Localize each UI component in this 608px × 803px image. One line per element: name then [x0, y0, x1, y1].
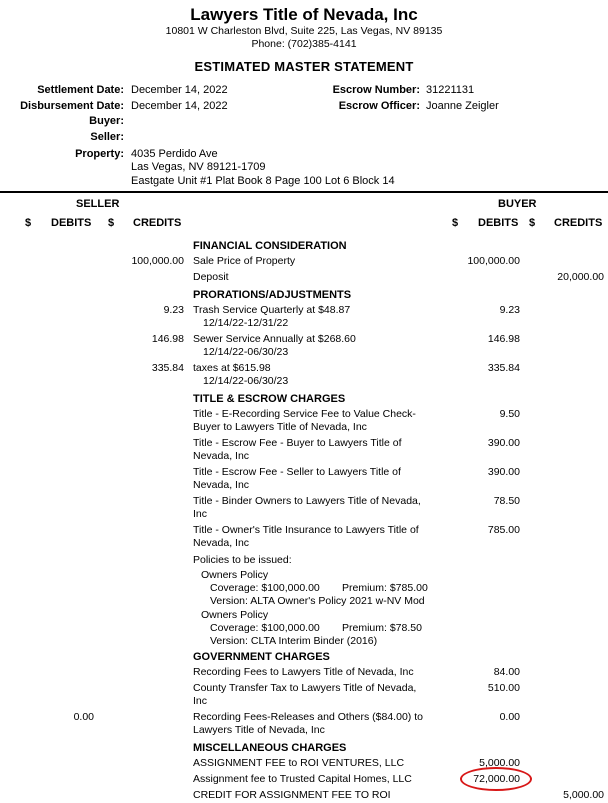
- transfer-tax-description: County Transfer Tax to Lawyers Title of Nevada, Inc: [193, 682, 417, 707]
- disbursement-date-label: Disbursement Date:: [20, 100, 124, 112]
- release-fees-description: Recording Fees-Releases and Others ($84.00) to Lawyers Title of Nevada, Inc: [193, 711, 423, 736]
- sale-price-description: Sale Price of Property: [193, 255, 296, 267]
- trash-service-buyer-debit: 9.23: [499, 304, 520, 316]
- assignment-fee-roi-description: ASSIGNMENT FEE to ROI VENTURES, LLC: [193, 757, 405, 769]
- sale-price-seller-credit: 100,000.00: [131, 255, 184, 267]
- highlight-oval: [460, 767, 532, 791]
- deposit-buyer-credit: 20,000.00: [557, 271, 604, 283]
- company-address: 10801 W Charleston Blvd, Suite 225, Las Vegas, NV 89135: [165, 25, 443, 37]
- buyer-label: Buyer:: [89, 115, 124, 127]
- company-phone: Phone: (702)385-4141: [251, 38, 357, 50]
- deposit-description: Deposit: [193, 271, 229, 283]
- property-label: Property:: [75, 148, 124, 160]
- sewer-service-period: 12/14/22-06/30/23: [203, 346, 289, 358]
- policy-2-name: Owners Policy: [201, 609, 269, 621]
- miscellaneous-section-header: MISCELLANEOUS CHARGES: [193, 742, 347, 754]
- buyer-debits-header: DEBITS: [478, 217, 519, 229]
- transfer-tax-buyer-debit: 510.00: [487, 682, 520, 694]
- company-name: Lawyers Title of Nevada, Inc: [190, 5, 418, 24]
- trash-service-period: 12/14/22-12/31/22: [203, 317, 289, 329]
- assignment-fee-trusted-description: Assignment fee to Trusted Capital Homes, LLC: [193, 773, 412, 785]
- recording-fees-description: Recording Fees to Lawyers Title of Nevada, Inc: [193, 666, 414, 678]
- seller-credit-dollar: $: [108, 217, 115, 229]
- seller-credits-header: CREDITS: [133, 217, 182, 229]
- binder-owners-buyer-debit: 78.50: [493, 495, 520, 507]
- policy-2-coverage: Coverage: $100,000.00: [210, 622, 320, 634]
- taxes-description: taxes at $615.98: [193, 362, 271, 374]
- assignment-fee-trusted-buyer-debit: 72,000.00: [473, 773, 520, 785]
- escrow-number-label: Escrow Number:: [332, 84, 420, 96]
- policies-label: Policies to be issued:: [193, 554, 292, 566]
- erecording-fee-buyer-debit: 9.50: [499, 408, 520, 420]
- government-section-header: GOVERNMENT CHARGES: [193, 651, 330, 663]
- buyer-debit-dollar: $: [452, 217, 459, 229]
- sewer-service-buyer-debit: 146.98: [487, 333, 520, 345]
- trash-service-seller-credit: 9.23: [163, 304, 184, 316]
- owners-insurance-description: Title - Owner's Title Insurance to Lawyers Title of Nevada, Inc: [193, 524, 419, 549]
- assignment-credit-buyer-credit: 5,000.00: [563, 789, 604, 801]
- seller-debit-dollar: $: [25, 217, 32, 229]
- divider-rule: [0, 191, 608, 193]
- title-escrow-section-header: TITLE & ESCROW CHARGES: [193, 393, 346, 405]
- buyer-column-header: BUYER: [498, 198, 537, 210]
- policy-2-version: Version: CLTA Interim Binder (2016): [210, 635, 378, 647]
- seller-debits-header: DEBITS: [51, 217, 92, 229]
- escrow-fee-seller-description: Title - Escrow Fee - Seller to Lawyers Title of Nevada, Inc: [193, 466, 401, 491]
- statement-title: ESTIMATED MASTER STATEMENT: [194, 59, 414, 74]
- property-line-2: Las Vegas, NV 89121-1709: [131, 161, 266, 173]
- escrow-fee-buyer-description: Title - Escrow Fee - Buyer to Lawyers Title of Nevada, Inc: [193, 437, 402, 462]
- escrow-officer: Joanne Zeigler: [426, 100, 499, 112]
- assignment-fee-roi-buyer-debit: 5,000.00: [479, 757, 520, 769]
- taxes-period: 12/14/22-06/30/23: [203, 375, 289, 387]
- escrow-number: 31221131: [426, 84, 475, 96]
- release-fees-seller-debit: 0.00: [73, 711, 94, 723]
- erecording-fee-description: Title - E-Recording Service Fee to Value Check-Buyer to Lawyers Title of Nevada, Inc: [193, 408, 416, 433]
- policy-2-premium: Premium: $78.50: [342, 622, 422, 634]
- recording-fees-buyer-debit: 84.00: [493, 666, 520, 678]
- sale-price-buyer-debit: 100,000.00: [467, 255, 520, 267]
- disbursement-date: December 14, 2022: [131, 100, 228, 112]
- taxes-seller-credit: 335.84: [151, 362, 184, 374]
- policy-1-coverage: Coverage: $100,000.00: [210, 582, 320, 594]
- seller-label: Seller:: [90, 131, 124, 143]
- settlement-date: December 14, 2022: [131, 84, 228, 96]
- prorations-section-header: PRORATIONS/ADJUSTMENTS: [193, 289, 352, 301]
- owners-insurance-buyer-debit: 785.00: [487, 524, 520, 536]
- property-line-3: Eastgate Unit #1 Plat Book 8 Page 100 Lot 6 Block 14: [131, 175, 395, 187]
- policy-1-version: Version: ALTA Owner's Policy 2021 w-NV Mod: [210, 595, 425, 607]
- taxes-buyer-debit: 335.84: [487, 362, 520, 374]
- sewer-service-seller-credit: 146.98: [151, 333, 184, 345]
- escrow-fee-seller-debit: 390.00: [487, 466, 520, 478]
- policy-1-name: Owners Policy: [201, 569, 269, 581]
- escrow-officer-label: Escrow Officer:: [338, 100, 420, 112]
- binder-owners-description: Title - Binder Owners to Lawyers Title of Nevada, Inc: [193, 495, 421, 520]
- buyer-credits-header: CREDITS: [554, 217, 603, 229]
- financial-section-header: FINANCIAL CONSIDERATION: [193, 240, 347, 252]
- settlement-date-label: Settlement Date:: [37, 84, 124, 96]
- trash-service-description: Trash Service Quarterly at $48.87: [193, 304, 351, 316]
- assignment-credit-description: CREDIT FOR ASSIGNMENT FEE TO ROI: [193, 789, 391, 801]
- buyer-credit-dollar: $: [529, 217, 536, 229]
- property-line-1: 4035 Perdido Ave: [131, 148, 218, 160]
- release-fees-buyer-debit: 0.00: [499, 711, 520, 723]
- escrow-fee-buyer-debit: 390.00: [487, 437, 520, 449]
- policy-1-premium: Premium: $785.00: [342, 582, 428, 594]
- seller-column-header: SELLER: [76, 198, 120, 210]
- sewer-service-description: Sewer Service Annually at $268.60: [193, 333, 356, 345]
